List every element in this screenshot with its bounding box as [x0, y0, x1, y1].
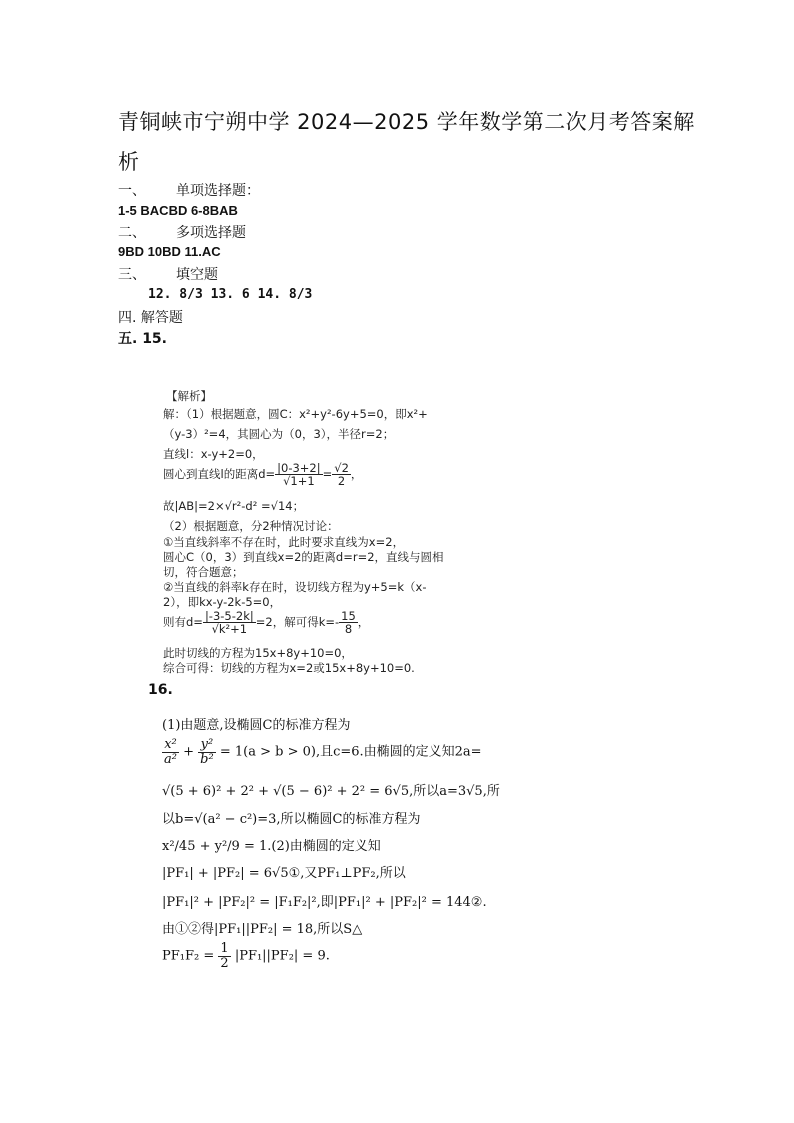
q15-line: 综合可得：切线的方程为x=2或15x+8y+10=0.: [163, 661, 415, 675]
q15-line: 圆心C（0，3）到直线x=2的距离d=r=2，直线与圆相: [163, 550, 444, 564]
page-title-continued: 析: [118, 150, 140, 174]
q15-fraction: [203, 610, 256, 635]
q16-text: +: [183, 744, 195, 760]
q15-line: 此时切线的方程为15x+8y+10=0，: [163, 646, 353, 660]
q15-fraction-denominator: √1+1: [283, 474, 315, 489]
q16-line: (1)由题意,设椭圆C的标准方程为: [162, 718, 351, 733]
q15-text: ，: [350, 467, 363, 482]
q16-text: = 1(a > b > 0),且c=6.由椭圆的定义知2a=: [219, 744, 482, 760]
q16-fraction-denominator: 2: [220, 955, 229, 971]
q16-line: x²/45 + y²/9 = 1.(2)由椭圆的定义知: [162, 839, 381, 854]
section-1-heading: 单项选择题：: [176, 183, 260, 199]
section-3-answers: 12. 8/3 13. 6 14. 8/3: [148, 287, 313, 302]
q15-solve-line: [163, 610, 369, 635]
q15-fraction: [339, 610, 358, 635]
q16-fraction: [198, 738, 216, 766]
q16-line: √(5 + 6)² + 2² + √(5 − 6)² + 2² = 6√5,所以a=3√5,所: [162, 784, 500, 799]
q15-text: =2，解可得k=-: [255, 615, 340, 630]
q15-line: ①当直线斜率不存在时，此时要求直线为x=2，: [163, 535, 405, 549]
q16-line: |PF₁|² + |PF₂|² = |F₁F₂|²,即|PF₁|² + |PF₂|² = 144②.: [162, 895, 487, 910]
q15-text: ，: [357, 615, 370, 630]
q15-header: 【解析】: [166, 389, 212, 403]
q15-text: 则有d=: [163, 615, 203, 630]
q15-line: 解：（1）根据题意，圆C：x²+y²-6y+5=0，即x²+: [163, 407, 428, 421]
q16-text: PF₁F₂ =: [162, 948, 215, 964]
section-5-heading: 五. 15.: [118, 331, 167, 347]
q15-line: 故|AB|=2×√r²-d² =√14；: [163, 499, 305, 513]
section-3-heading: 填空题: [176, 267, 218, 283]
q15-line: （2）根据题意，分2种情况讨论：: [163, 519, 339, 533]
q16-fraction-denominator: a²: [164, 751, 177, 767]
q15-line: 2），即kx-y-2k-5=0，: [163, 595, 282, 609]
q15-text: 圆心到直线l的距离d=: [163, 467, 276, 482]
q15-fraction-numerator: |-3-5-2k|: [204, 609, 254, 623]
q16-fraction: [162, 738, 179, 766]
q15-fraction-denominator: 8: [344, 622, 353, 637]
q15-line: 直线l：x-y+2=0，: [163, 447, 264, 461]
q15-fraction: [275, 462, 322, 487]
q15-fraction-numerator: √2: [334, 461, 349, 475]
section-2-number: 二、: [118, 225, 146, 241]
section-2-answers: 9BD 10BD 11.AC: [118, 244, 221, 259]
section-3-number: 三、: [118, 267, 146, 283]
q16-fraction-numerator: 1: [220, 941, 229, 956]
q15-fraction-numerator: 15: [341, 609, 356, 623]
q16-fraction-numerator: y²: [198, 738, 216, 753]
q16-label: 16.: [148, 682, 173, 698]
q16-fraction: [218, 942, 230, 970]
q16-area-line: [162, 942, 330, 970]
q15-line: ②当直线的斜率k存在时，设切线方程为y+5=k（x-: [163, 580, 427, 594]
q16-text: |PF₁||PF₂| = 9.: [234, 948, 330, 964]
q16-ellipse-equation: [162, 738, 482, 766]
q16-line: 由①②得|PF₁||PF₂| = 18,所以S△: [162, 922, 363, 937]
section-1-answers: 1-5 BACBD 6-8BAB: [118, 203, 238, 218]
q16-line: 以b=√(a² − c²)=3,所以椭圆C的标准方程为: [162, 812, 421, 827]
q15-line: （y-3）²=4，其圆心为（0，3），半径r=2；: [163, 427, 395, 441]
q15-fraction-denominator: √k²+1: [211, 622, 248, 637]
page-title: 青铜峡市宁朔中学 2024—2025 学年数学第二次月考答案解: [118, 110, 695, 134]
q15-fraction: [332, 462, 351, 487]
q15-distance-line: [163, 462, 362, 487]
q16-fraction-denominator: b²: [200, 751, 214, 767]
q15-fraction-denominator: 2: [337, 474, 346, 489]
q16-line: |PF₁| + |PF₂| = 6√5①,又PF₁⊥PF₂,所以: [162, 866, 406, 881]
q15-text: =: [322, 467, 333, 482]
section-1-number: 一、: [118, 183, 146, 199]
section-2-heading: 多项选择题: [176, 225, 246, 241]
section-4-heading: 四. 解答题: [118, 310, 183, 326]
q16-fraction-numerator: x²: [162, 738, 179, 753]
q15-fraction-numerator: |0-3+2|: [277, 461, 321, 475]
q15-line: 切，符合题意；: [163, 565, 244, 579]
